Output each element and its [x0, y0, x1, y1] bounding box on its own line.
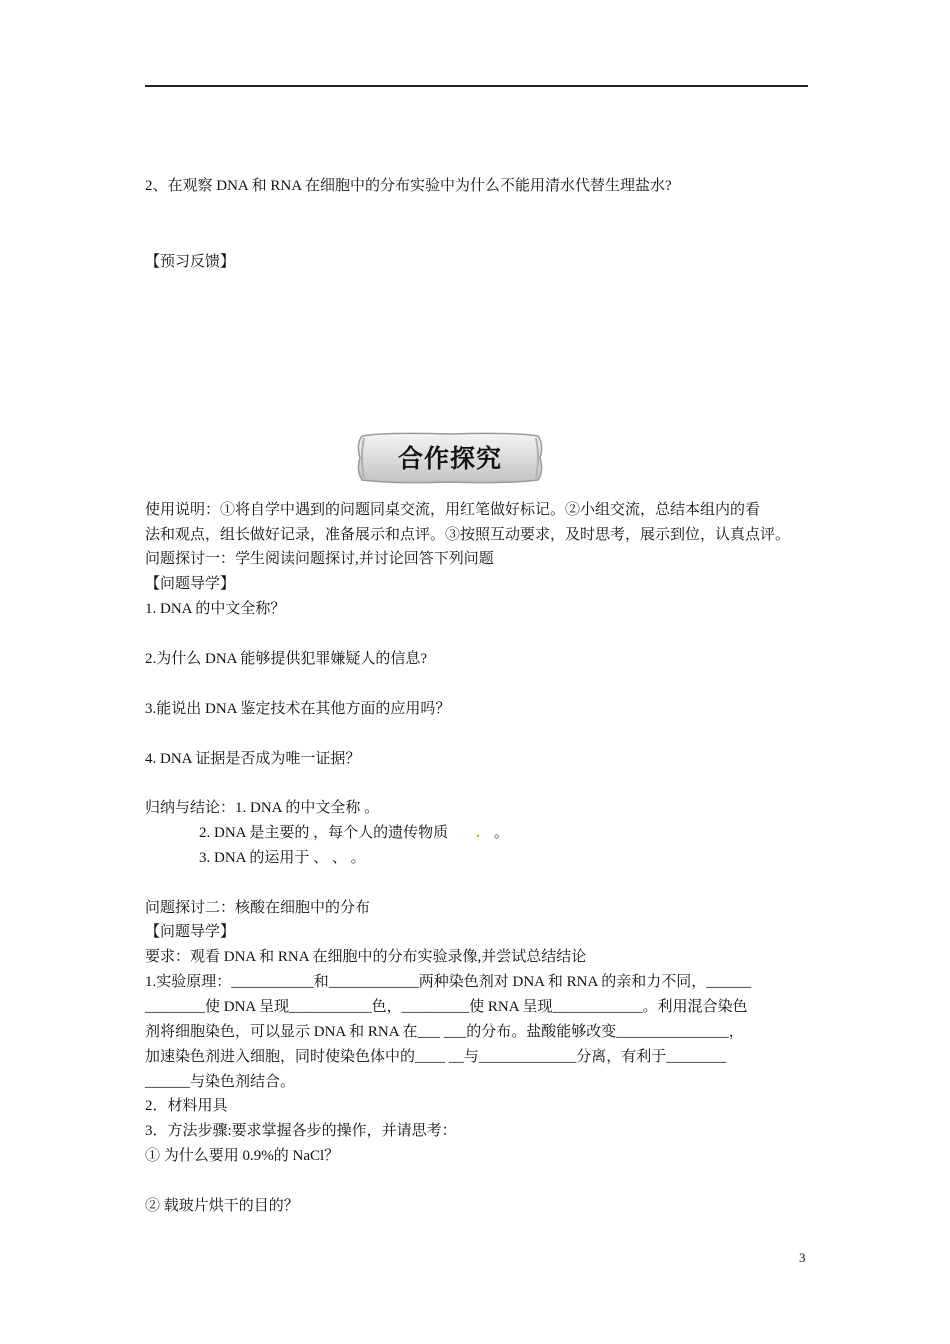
principle-line-3: 剂将细胞染色，可以显示 DNA 和 RNA 在___ ___的分布。盐酸能够改变_______________， [145, 1024, 744, 1040]
section-banner [354, 430, 546, 488]
principle-line-4: 加速染色剂进入细胞，同时使染色体中的____ __与_____________分离，有利于________ [145, 1049, 727, 1065]
step-question-1: ① 为什么要用 0.9%的 NaCl？ [145, 1148, 340, 1164]
d1-question-1: 1. DNA 的中文全称？ [145, 601, 286, 617]
d1-question-4: 4. DNA 证据是否成为唯一证据？ [145, 751, 361, 767]
banner-title: 合作探究 [397, 444, 502, 473]
d1-question-2: 2.为什么 DNA 能够提供犯罪嫌疑人的信息? [145, 651, 428, 667]
discussion-1-title: 问题探讨一：学生阅读问题探讨,并讨论回答下列问题 [145, 551, 494, 567]
principle-line-2: ________使 DNA 呈现___________色，_________使 RNA 呈现____________。利用混合染色 [145, 999, 748, 1015]
page-number: 3 [799, 1250, 806, 1265]
principle-line-5: ______与染色剂结合。 [145, 1074, 296, 1090]
discussion-2-guide: 【问题导学】 [145, 924, 236, 940]
conclusion-2-tail: 。 [493, 825, 509, 841]
conclusion-2-dot: . [476, 825, 480, 841]
conclusion-2 [199, 823, 509, 843]
instructions-line-1: 使用说明：①将自学中遇到的问题同桌交流，用红笔做好标记。②小组交流，总结本组内的看 [145, 502, 761, 518]
principle-line-1: 1.实验原理：___________和____________两种染色剂对 DNA 和 RNA 的亲和力不同，______ [145, 974, 752, 990]
conclusion-3: 3. DNA 的运用于 、 、 。 [199, 850, 366, 866]
conclusion-1: 归纳与结论：1. DNA 的中文全称 。 [145, 800, 380, 816]
conclusion-2-text: 2. DNA 是主要的 ，每个人的遗传物质 [199, 825, 449, 841]
question-2: 2、在观察 DNA 和 RNA 在细胞中的分布实验中为什么不能用清水代替生理盐水? [145, 178, 672, 194]
steps-heading: 3．方法步骤:要求掌握各步的操作，并请思考： [145, 1123, 457, 1139]
header-rule [145, 85, 808, 87]
instructions-line-2: 法和观点，组长做好记录，准备展示和点评。③按照互动要求，及时思考，展示到位，认真点评。 [145, 527, 791, 543]
discussion-2-requirement: 要求：观看 DNA 和 RNA 在细胞中的分布实验录像,并尝试总结结论 [145, 949, 587, 965]
preview-feedback-heading: 【预习反馈】 [145, 254, 236, 270]
discussion-2-title: 问题探讨二：核酸在细胞中的分布 [145, 900, 371, 916]
discussion-1-guide: 【问题导学】 [145, 576, 236, 592]
d1-question-3: 3.能说出 DNA 鉴定技术在其他方面的应用吗？ [145, 701, 451, 717]
step-question-2: ② 载玻片烘干的目的？ [145, 1198, 299, 1214]
materials-heading: 2．材料用具 [145, 1098, 228, 1114]
